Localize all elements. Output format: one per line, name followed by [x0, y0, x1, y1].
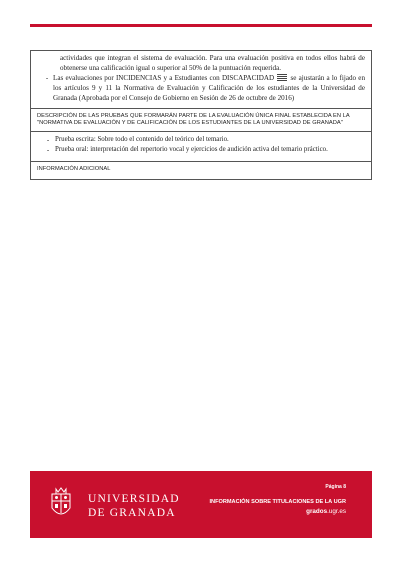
list-item	[41, 146, 365, 156]
oral-test-text: Prueba oral: interpretación del repertorio vocal y ejercicios de audición activa del temario práctico.	[55, 146, 328, 154]
additional-info-section	[31, 162, 371, 179]
university-name-line2: DE GRANADA	[88, 507, 176, 519]
continuation-paragraph: actividades que integran el sistema de evaluación. Para una evaluación positiva en todos ellos habrá de obtenerse una calificación igual o superior al 50% de la puntuación requerida.	[60, 54, 365, 72]
section-heading: DESCRIPCIÓN DE LAS PRUEBAS QUE FORMARÁN PARTE DE LA EVALUACIÓN ÚNICA FINAL ESTABLECIDA EN LA "NORMATIVA DE EVALUACIÓN Y DE CALIFICACIÓN DE LOS ESTUDIANTES DE LA UNIVERSIDAD DE GRANADA"	[37, 112, 350, 127]
section-heading: INFORMACIÓN ADICIONAL	[37, 166, 111, 173]
single-final-evaluation-tests	[31, 132, 371, 162]
dash-bullet: -	[46, 135, 50, 144]
single-final-evaluation-heading-section	[31, 109, 371, 132]
university-crest-icon	[47, 486, 75, 522]
list-item	[41, 136, 365, 146]
accessibility-icon	[277, 74, 287, 81]
evaluation-table	[30, 50, 372, 180]
list-item	[37, 74, 365, 103]
written-test-text: Prueba escrita: Sobre todo el contenido del teórico del temario.	[55, 135, 229, 143]
incidencias-text-start: Las evaluaciones por INCIDENCIAS y a Estudiantes con DISCAPACIDAD	[53, 74, 275, 83]
university-name-line1: UNIVERSIDAD	[88, 493, 180, 505]
top-accent-rule	[30, 24, 372, 27]
page-number: Página 8	[325, 484, 346, 490]
dash-bullet: -	[46, 146, 50, 155]
titulaciones-info-label: INFORMACIÓN SOBRE TITULACIONES DE LA UGR	[209, 499, 346, 505]
dash-bullet: -	[45, 74, 49, 83]
page-footer	[30, 471, 372, 538]
evaluation-criteria-section	[31, 51, 371, 109]
grados-link[interactable]: grados.ugr.es	[306, 508, 346, 515]
incidencias-text-end: se ajustarán a lo fijado en los artículos 9 y 11 la Normativa de Evaluación y Calificación de los estudiantes de la Universidad de Granada (Aprobada por el Consejo de Gobierno en Sesión de 26 de octubre de 2016)	[53, 74, 365, 102]
